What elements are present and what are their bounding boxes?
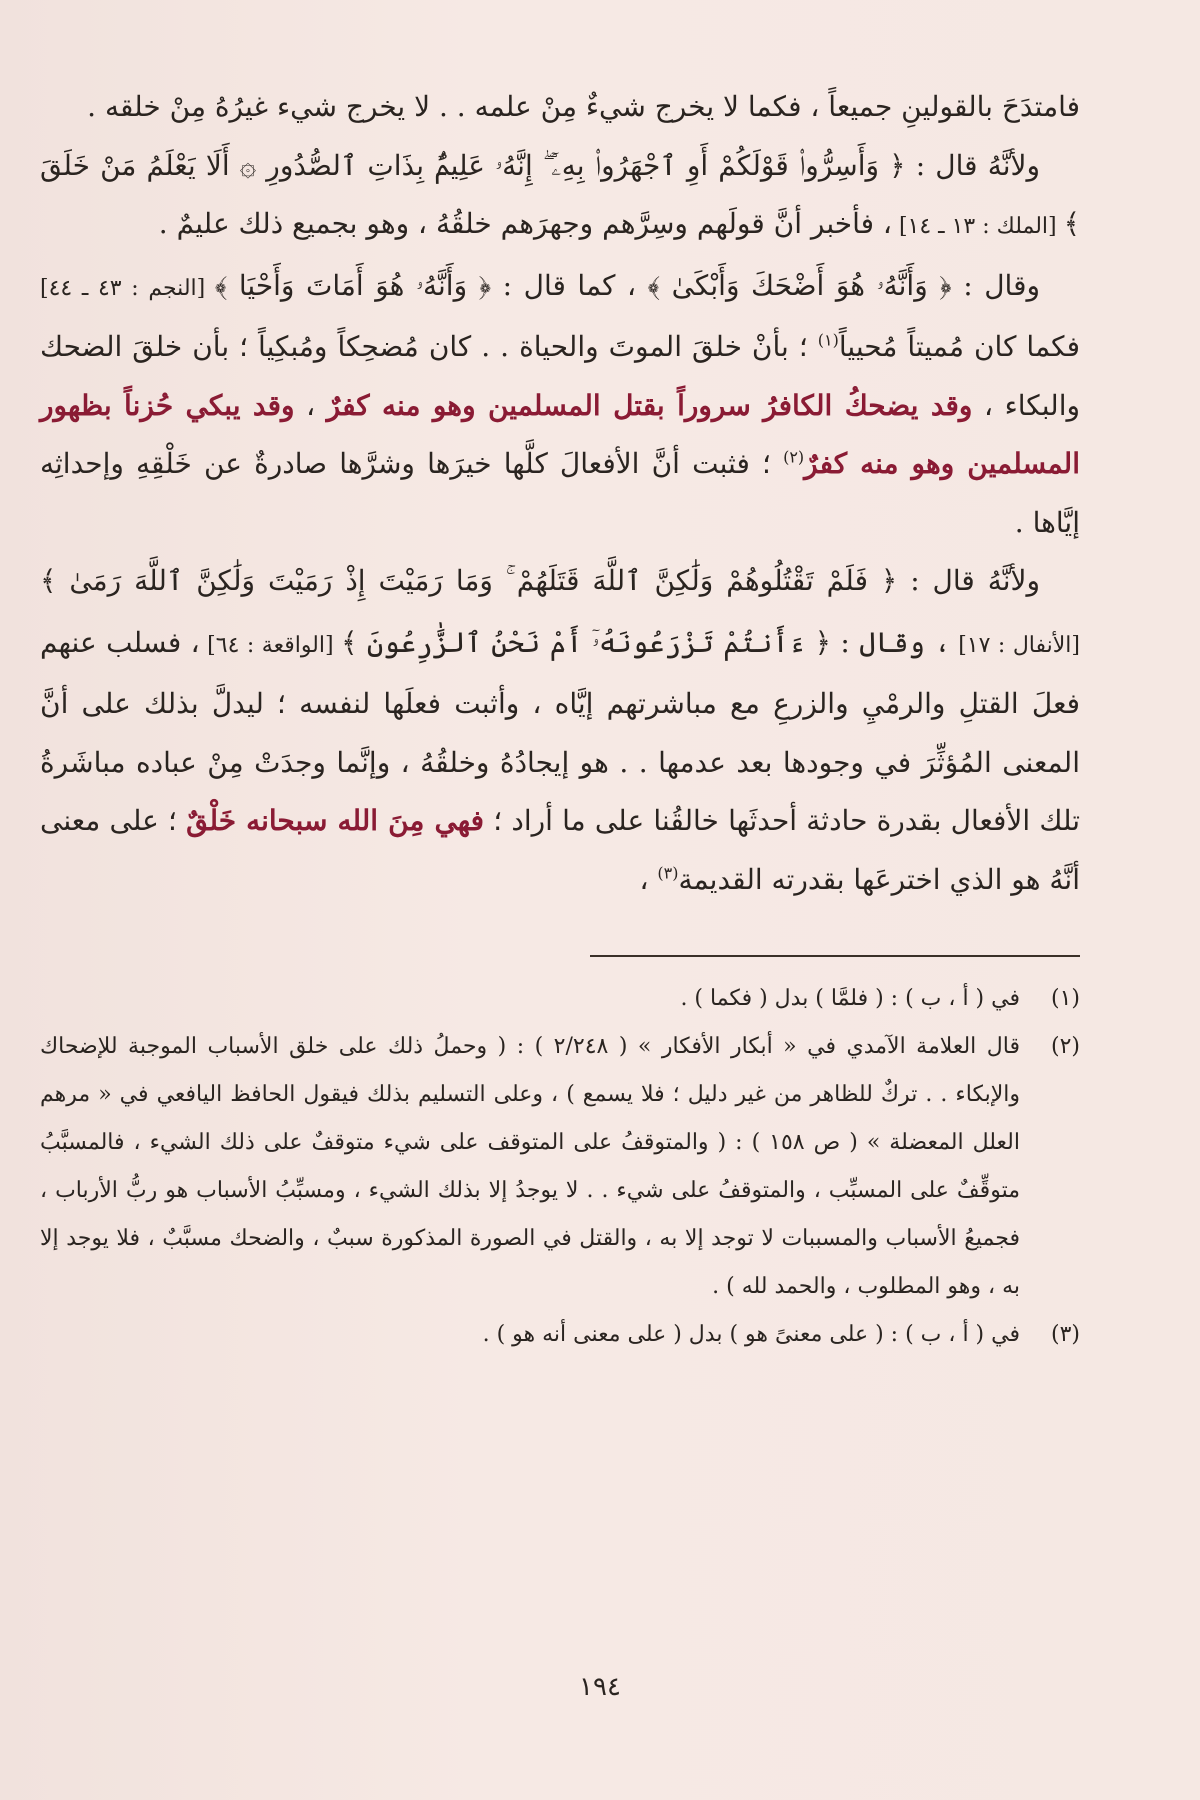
footnote-1 [40,975,1080,1023]
paragraph-4-intro: ولأنَّهُ قال : [897,564,1040,597]
paragraph-4-text: ، [639,862,658,896]
footnote-number: (٢) [1050,1034,1080,1059]
footnote-number: (١) [1050,986,1080,1011]
paragraph-3-text: ، كما قال : [491,268,648,302]
footnote-text: في ( أ ، ب ) : ( فلمَّا ) بدل ( فكما ) . [680,986,1020,1011]
quran-quote: ﴿ وَأَنَّهُۥ هُوَ أَضْحَكَ وَأَبْكَىٰ ﴾ [647,268,952,302]
footnote-separator [590,955,1080,957]
paragraph-2-intro: ولأنَّهُ قال : [905,148,1040,182]
paragraph-1-text: فامتدَحَ بالقولينِ جميعاً ، فكما لا يخرج شيءٌ مِنْ علمه . . لا يخرج شيء غيرُهُ مِنْ خلقه . [87,90,1080,123]
surah-reference: [الواقعة : ٦٤] [199,632,342,658]
paragraph-2-text: ، فأخبر أنَّ قولَهم وسِرَّهم وجهرَهم خلقُهُ ، وهو بجميع ذلك عليمٌ . [158,207,892,240]
highlighted-text: وقد يبكي حُزناً بظهور المسلمين وهو منه كفرٌ [40,388,1080,480]
paragraph-3-text: ؛ فثبت أنَّ الأفعالَ كلَّها خيرَها وشرَّها صادرةٌ عن خَلْقِهِ وإحداثِه إيَّاها . [40,447,1080,539]
paragraph-2 [40,137,1080,257]
footnote-marker: (٢) [783,447,805,467]
paragraph-3 [40,257,1080,553]
surah-reference: [الملك : ١٣ ـ ١٤] [891,214,1064,239]
main-text [40,78,1080,909]
paragraph-3-intro: وقال : [951,268,1040,302]
footnote-text: في ( أ ، ب ) : ( على معنىً هو ) بدل ( على معنى أنه هو ) . [482,1322,1020,1347]
quran-quote: ﴿ وَأَسِرُّوا۟ قَوْلَكُمْ أَوِ ٱجْهَرُوا۟ بِهِۦٓ ۖ إِنَّهُۥ عَلِيمٌۢ بِذَاتِ ٱلصُّدُورِ ۞ أَلَا يَعْلَمُ مَنْ خَلَقَ ﴾ [40,148,1080,240]
paragraph-4-text: ، وقال : [831,625,951,659]
paragraph-3-text: فكما كان مُميتاً مُحيياً [838,330,1080,363]
footnote-2 [40,1023,1080,1311]
quran-quote: ﴿ ءَأَنتُمْ تَزْرَعُونَهُۥٓ أَمْ نَحْنُ ٱلزَّٰرِعُونَ ﴾ [341,625,832,659]
quran-quote: ﴿ فَلَمْ تَقْتُلُوهُمْ وَلَٰكِنَّ ٱللَّهَ قَتَلَهُمْ ۚ وَمَا رَمَيْتَ إِذْ رَمَيْتَ وَلَٰكِنَّ ٱللَّهَ رَمَىٰ ﴾ [40,564,898,597]
surah-reference: [الأنفال : ١٧] [950,632,1080,658]
footnote-text: قال العلامة الآمدي في « أبكار الأفكار » ( ٢/٢٤٨ ) : ( وحملُ ذلك على خلق الأسباب الموجبة للإضحاك والإبكاء . . تركٌ للظاهر من غير دليل ؛ فلا يسمع ) ، وعلى التسليم بذلك فيقول الحافظ اليافعي في « مرهم العلل المعضلة » ( ص ١٥٨ ) : ( والمتوقفُ على المتوقف على شيء متوقفٌ على ذلك الشيء ، فالمسبَّبُ متوقِّفٌ على المسبِّب ، والمتوقفُ على شيء . . لا يوجدُ إلا بذلك الشيء ، ومسبِّبُ الأسباب هو ربُّ الأرباب ، فجميعُ الأسباب والمسببات لا توجد إلا به ، والقتل في الصورة المذكورة سببٌ ، والضحك مسبَّبٌ ، فلا يوجد إلا به ، وهو المطلوب ، والحمد لله ) . [40,1034,1020,1299]
footnote-number: (٣) [1050,1322,1080,1347]
paragraph-4-text: ؛ على معنى أنَّهُ هو الذي اخترعَها بقدرته القديمة [40,804,1080,896]
paragraph-4-text: ، فسلب عنهم فعلَ القتلِ والرمْيِ والزرعِ مع مباشرتهم إيَّاه ، وأثبت فعلَها لنفسه ؛ ليدلَّ بذلك على أنَّ المعنى المُؤثِّرَ في وجودها بعد عدمها . . هو إيجادُهُ وخلقُهُ ، وإنَّما وجدَتْ مِنْ عباده مباشَرةُ تلك الأفعال بقدرة حادثة أحدثَها خالقُنا على ما أراد ؛ [40,625,1081,837]
footnote-marker: (٣) [657,863,679,883]
footnote-marker: (١) [817,330,839,350]
highlighted-text: وقد يضحكُ الكافرُ سروراً بقتل المسلمين وهو منه كفرٌ [326,388,973,422]
highlighted-text: فهي مِنَ الله سبحانه خَلْقٌ [186,804,485,837]
footnotes [40,975,1080,1359]
footnote-3 [40,1311,1080,1359]
paragraph-3-text: ، [294,388,327,422]
page-number: ١٩٤ [579,1672,621,1702]
paragraph-4 [40,552,1080,909]
surah-reference: [النجم : ٤٣ ـ ٤٤] [40,275,215,301]
paragraph-3-text: ؛ بأنْ خلقَ الموتَ والحياة . . كان مُضحِكاً ومُبكِياً ؛ بأن خلقَ الضحك والبكاء ، [40,330,1081,422]
paragraph-1 [40,78,1080,137]
quran-quote: ﴿ وَأَنَّهُۥ هُوَ أَمَاتَ وَأَحْيَا ﴾ [214,268,492,302]
